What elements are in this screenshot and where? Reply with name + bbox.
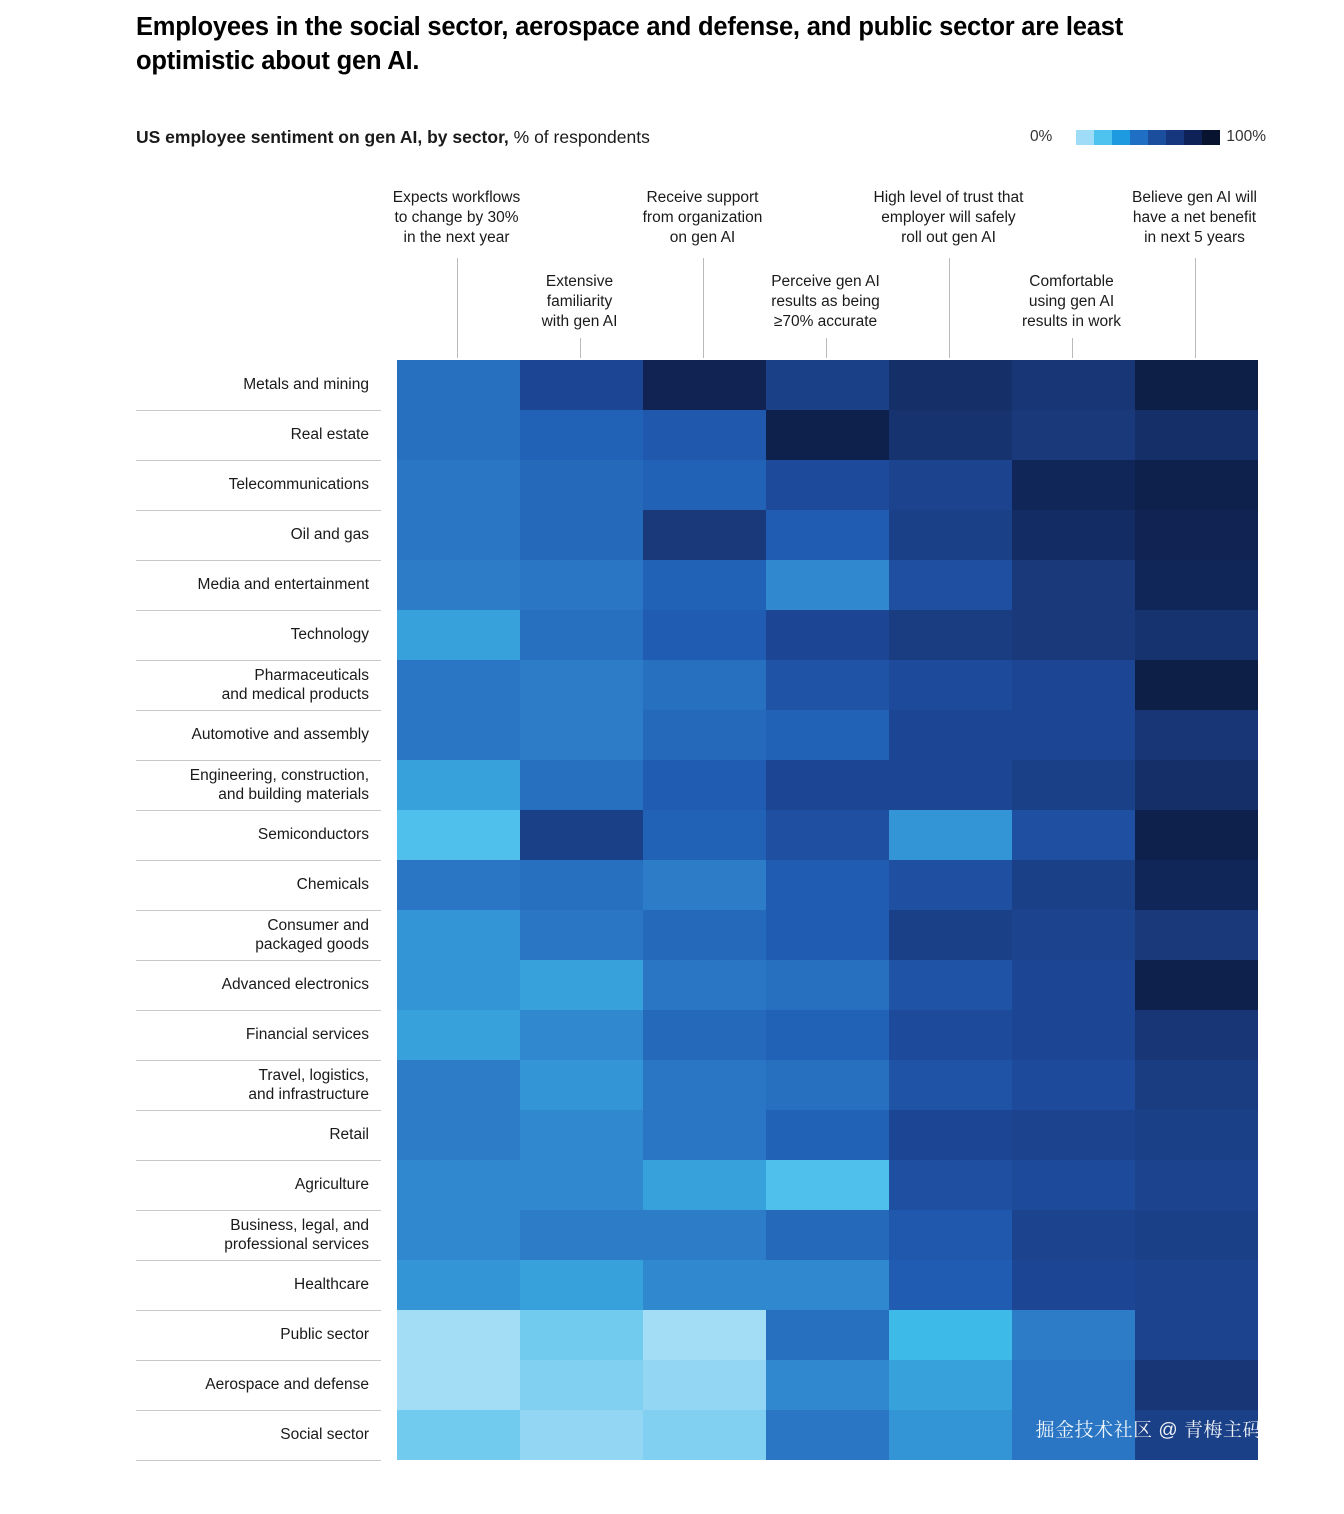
heatmap-cell [520, 1110, 643, 1160]
heatmap-cell [520, 960, 643, 1010]
heatmap-cell [1135, 1260, 1258, 1310]
table-row [136, 1360, 1258, 1410]
legend-swatch-1 [1076, 130, 1094, 145]
heatmap-cell [520, 810, 643, 860]
heatmap-cell [520, 410, 643, 460]
column-header-bottom-1 [470, 272, 689, 332]
row-spacer [381, 610, 397, 660]
row-label-line: Social sector [280, 1426, 369, 1444]
row-label-line: Telecommunications [228, 476, 369, 494]
heatmap-cell [643, 860, 766, 910]
heatmap-cell [889, 710, 1012, 760]
row-label-line: Travel, logistics, [258, 1066, 369, 1084]
heatmap-cell [643, 710, 766, 760]
row-label-16 [136, 1160, 381, 1210]
column-header-line: results in work [1021, 313, 1122, 331]
heatmap-cell [1012, 1210, 1135, 1260]
watermark: 掘金技术社区 @ 青梅主码 [1035, 1420, 1262, 1441]
row-spacer [381, 1060, 397, 1110]
heatmap-cell [889, 560, 1012, 610]
row-label-line: and medical products [221, 686, 369, 703]
legend-min-label: 0% [1029, 128, 1053, 145]
row-label-line: Financial services [245, 1026, 369, 1044]
column-tick [1072, 338, 1073, 358]
heatmap-cell [520, 710, 643, 760]
heatmap-cell [397, 1260, 520, 1310]
heatmap-cell [643, 910, 766, 960]
row-label-8 [136, 760, 381, 810]
column-header-top-6 [1075, 188, 1314, 248]
heatmap-cell [1012, 1360, 1135, 1410]
heatmap-cell [397, 1360, 520, 1410]
heatmap-cell [1135, 560, 1258, 610]
row-label-line: Pharmaceuticals [254, 666, 369, 684]
row-spacer [381, 760, 397, 810]
table-row [136, 610, 1258, 660]
heatmap-cell [520, 460, 643, 510]
heatmap-cell [1135, 710, 1258, 760]
heatmap-cell [643, 560, 766, 610]
heatmap-cell [397, 810, 520, 860]
row-label-10 [136, 860, 381, 910]
heatmap-cell [1135, 860, 1258, 910]
row-label-14 [136, 1060, 381, 1110]
row-label-5 [136, 610, 381, 660]
legend-swatch-6 [1166, 130, 1184, 145]
row-spacer [381, 860, 397, 910]
heatmap-cell [397, 560, 520, 610]
heatmap-cell [766, 560, 889, 610]
heatmap-table [136, 360, 1258, 1461]
heatmap-cell [889, 1010, 1012, 1060]
heatmap-cell [520, 1410, 643, 1460]
row-label-line: and infrastructure [248, 1086, 369, 1103]
column-headers [136, 180, 1256, 360]
table-row [136, 960, 1258, 1010]
row-label-12 [136, 960, 381, 1010]
legend-swatch-3 [1112, 130, 1130, 145]
table-row [136, 1160, 1258, 1210]
heatmap-cell [520, 1360, 643, 1410]
row-label-line: Agriculture [294, 1176, 369, 1194]
heatmap-cell [889, 810, 1012, 860]
heatmap-cell [520, 1310, 643, 1360]
heatmap-cell [520, 1210, 643, 1260]
legend-swatch-8 [1202, 130, 1220, 145]
row-label-0 [136, 360, 381, 410]
table-row [136, 910, 1258, 960]
table-row [136, 1210, 1258, 1260]
row-spacer [381, 1360, 397, 1410]
column-header-line: to change by 30% [394, 209, 519, 227]
row-label-6 [136, 660, 381, 710]
heatmap-cell [1135, 660, 1258, 710]
heatmap-cell [1012, 1110, 1135, 1160]
heatmap-cell [766, 1010, 889, 1060]
table-row [136, 660, 1258, 710]
heatmap-cell [889, 510, 1012, 560]
heatmap-cell [643, 410, 766, 460]
heatmap-cell [1135, 610, 1258, 660]
heatmap-cell [520, 660, 643, 710]
row-spacer [381, 910, 397, 960]
row-label-11 [136, 910, 381, 960]
column-header-line: employer will safely [881, 209, 1016, 227]
heatmap-cell [643, 810, 766, 860]
row-label-line: Business, legal, and [230, 1216, 369, 1234]
heatmap-cell [1135, 1310, 1258, 1360]
heatmap-cell [397, 610, 520, 660]
heatmap-cell [1012, 860, 1135, 910]
heatmap-cell [1012, 1160, 1135, 1210]
heatmap-cell [889, 960, 1012, 1010]
row-spacer [381, 710, 397, 760]
row-spacer [381, 1210, 397, 1260]
heatmap-cell [889, 360, 1012, 410]
heatmap-cell [889, 910, 1012, 960]
column-header-line: familiarity [546, 293, 613, 311]
table-row [136, 1110, 1258, 1160]
column-header-bottom-5 [962, 272, 1181, 332]
row-label-line: Automotive and assembly [191, 726, 369, 744]
row-spacer [381, 960, 397, 1010]
heatmap-cell [643, 510, 766, 560]
heatmap-cell [643, 760, 766, 810]
column-header-top-0 [337, 188, 576, 248]
heatmap-cell [889, 410, 1012, 460]
row-label-17 [136, 1210, 381, 1260]
heatmap-cell [397, 1310, 520, 1360]
table-row [136, 510, 1258, 560]
table-row [136, 1060, 1258, 1110]
heatmap-cell [520, 860, 643, 910]
heatmap-cell [643, 1310, 766, 1360]
table-row [136, 560, 1258, 610]
heatmap-cell [766, 960, 889, 1010]
heatmap-cell [1135, 910, 1258, 960]
table-row [136, 760, 1258, 810]
row-label-line: professional services [224, 1236, 369, 1253]
legend-swatch-4 [1130, 130, 1148, 145]
row-label-3 [136, 510, 381, 560]
heatmap-cell [1012, 610, 1135, 660]
row-label-line: Consumer and [267, 916, 369, 934]
row-label-18 [136, 1260, 381, 1310]
heatmap-cell [1135, 510, 1258, 560]
heatmap-cell [766, 760, 889, 810]
column-tick [826, 338, 827, 358]
row-label-line: Engineering, construction, [189, 766, 369, 784]
heatmap-cell [1135, 1210, 1258, 1260]
row-spacer [381, 1010, 397, 1060]
heatmap-cell [766, 1110, 889, 1160]
heatmap-cell [766, 1410, 889, 1460]
column-header-line: on gen AI [669, 229, 736, 247]
heatmap-cell [889, 460, 1012, 510]
heatmap-cell [397, 410, 520, 460]
row-label-line: Semiconductors [257, 826, 369, 844]
column-header-line: Extensive [545, 273, 614, 290]
row-spacer [381, 510, 397, 560]
heatmap-cell [1135, 760, 1258, 810]
row-label-21 [136, 1410, 381, 1460]
row-label-line: Technology [290, 626, 369, 644]
heatmap-cell [397, 460, 520, 510]
column-header-line: High level of trust that [873, 189, 1024, 206]
heatmap-cell [520, 1060, 643, 1110]
row-spacer [381, 410, 397, 460]
heatmap-cell [520, 760, 643, 810]
heatmap-cell [1135, 1360, 1258, 1410]
table-row [136, 360, 1258, 410]
table-row [136, 1260, 1258, 1310]
column-header-top-2 [583, 188, 822, 248]
heatmap-cell [766, 360, 889, 410]
heatmap-cell [643, 960, 766, 1010]
heatmap-cell [643, 1210, 766, 1260]
heatmap-cell [397, 660, 520, 710]
heatmap-cell [520, 360, 643, 410]
row-label-1 [136, 410, 381, 460]
column-tick [580, 338, 581, 358]
heatmap-cell [889, 610, 1012, 660]
row-label-20 [136, 1360, 381, 1410]
row-spacer [381, 660, 397, 710]
heatmap-cell [397, 960, 520, 1010]
column-header-line: Receive support [646, 189, 759, 206]
heatmap-cell [1135, 1060, 1258, 1110]
column-header-line: in next 5 years [1144, 229, 1245, 247]
column-header-line: with gen AI [541, 313, 618, 331]
row-label-line: Public sector [280, 1326, 369, 1344]
legend-max-label: 100% [1226, 128, 1266, 145]
row-spacer [381, 810, 397, 860]
heatmap-cell [643, 1360, 766, 1410]
heatmap-cell [889, 760, 1012, 810]
row-spacer [381, 360, 397, 410]
table-row [136, 1010, 1258, 1060]
row-label-7 [136, 710, 381, 760]
heatmap-cell [1012, 460, 1135, 510]
heatmap-cell [1012, 1310, 1135, 1360]
heatmap-cell [643, 1260, 766, 1310]
heatmap-cell [643, 1410, 766, 1460]
row-label-line: Media and entertainment [197, 576, 369, 594]
heatmap-cell [766, 610, 889, 660]
heatmap-cell [1012, 360, 1135, 410]
row-label-line: Advanced electronics [221, 976, 369, 994]
heatmap-cell [1135, 960, 1258, 1010]
legend-swatch-5 [1148, 130, 1166, 145]
subtitle-bold: US employee sentiment on gen AI, by sector, [136, 127, 509, 147]
heatmap-cell [889, 1160, 1012, 1210]
heatmap-cell [1012, 910, 1135, 960]
row-label-4 [136, 560, 381, 610]
heatmap-cell [397, 1160, 520, 1210]
heatmap-cell [766, 910, 889, 960]
heatmap-cell [1012, 1010, 1135, 1060]
heatmap-cell [397, 360, 520, 410]
heatmap-cell [397, 1410, 520, 1460]
row-spacer [381, 1110, 397, 1160]
heatmap-cell [766, 1060, 889, 1110]
row-spacer [381, 1310, 397, 1360]
row-label-line: Healthcare [294, 1276, 369, 1294]
row-label-line: Oil and gas [290, 526, 369, 544]
heatmap-cell [889, 1110, 1012, 1160]
heatmap-cell [766, 810, 889, 860]
column-tick [1195, 258, 1196, 358]
heatmap-cell [1012, 760, 1135, 810]
chart-subtitle [136, 127, 650, 148]
heatmap-cell [766, 1360, 889, 1410]
row-spacer [381, 1160, 397, 1210]
column-header-bottom-3 [716, 272, 935, 332]
heatmap-cell [397, 1110, 520, 1160]
table-row [136, 410, 1258, 460]
heatmap-cell [643, 660, 766, 710]
heatmap-cell [1012, 1060, 1135, 1110]
row-label-line: Aerospace and defense [205, 1376, 369, 1394]
heatmap-cell [1135, 360, 1258, 410]
heatmap-cell [520, 510, 643, 560]
heatmap-cell [1135, 1010, 1258, 1060]
column-header-line: in the next year [403, 229, 510, 247]
heatmap-cell [1012, 510, 1135, 560]
row-label-19 [136, 1310, 381, 1360]
row-label-13 [136, 1010, 381, 1060]
heatmap-cell [1012, 410, 1135, 460]
column-header-top-4 [829, 188, 1068, 248]
heatmap-cell [643, 360, 766, 410]
heatmap-cell [1012, 710, 1135, 760]
heatmap-cell [889, 860, 1012, 910]
column-header-line: using gen AI [1028, 293, 1115, 311]
heatmap-cell [397, 1010, 520, 1060]
heatmap-cell [1012, 810, 1135, 860]
table-row [136, 860, 1258, 910]
row-label-2 [136, 460, 381, 510]
row-label-line: Chemicals [296, 876, 369, 894]
heatmap-cell [889, 1310, 1012, 1360]
legend-swatches [1058, 130, 1220, 145]
heatmap-cell [397, 1210, 520, 1260]
heatmap-cell [766, 860, 889, 910]
row-spacer [381, 460, 397, 510]
heatmap-cell [889, 1360, 1012, 1410]
row-label-9 [136, 810, 381, 860]
heatmap-cell [1135, 460, 1258, 510]
column-header-line: results as being [771, 293, 880, 311]
heatmap-cell [1135, 410, 1258, 460]
heatmap-cell [397, 760, 520, 810]
heatmap-cell [397, 910, 520, 960]
heatmap-cell [397, 1060, 520, 1110]
heatmap-cell [1012, 560, 1135, 610]
legend-swatch-7 [1184, 130, 1202, 145]
column-header-line: from organization [642, 209, 763, 227]
heatmap-cell [643, 1110, 766, 1160]
row-spacer [381, 1260, 397, 1310]
row-label-line: Metals and mining [243, 376, 369, 394]
heatmap-cell [643, 1160, 766, 1210]
heatmap-cell [766, 1210, 889, 1260]
heatmap-cell [397, 710, 520, 760]
heatmap-cell [1135, 810, 1258, 860]
heatmap-cell [766, 1310, 889, 1360]
row-spacer [381, 560, 397, 610]
heatmap-cell [643, 610, 766, 660]
row-label-line: Real estate [290, 426, 369, 444]
heatmap-cell [766, 710, 889, 760]
column-header-line: roll out gen AI [901, 229, 996, 247]
heatmap-cell [520, 1160, 643, 1210]
legend-swatch-0 [1058, 130, 1076, 145]
heatmap-cell [766, 1160, 889, 1210]
column-header-line: Believe gen AI will [1132, 189, 1257, 206]
heatmap-cell [643, 1010, 766, 1060]
column-tick [457, 258, 458, 358]
table-row [136, 710, 1258, 760]
heatmap-cell [1012, 1260, 1135, 1310]
heatmap-cell [766, 1260, 889, 1310]
heatmap-cell [397, 510, 520, 560]
heatmap-cell [520, 610, 643, 660]
heatmap-cell [643, 460, 766, 510]
table-row [136, 460, 1258, 510]
heatmap-cell [889, 660, 1012, 710]
subtitle-rest: % of respondents [508, 127, 650, 147]
page-title: Employees in the social sector, aerospace and defense, and public sector are least optimistic about gen AI. [136, 13, 1124, 76]
heatmap-cell [520, 560, 643, 610]
row-label-line: packaged goods [255, 936, 369, 953]
heatmap-cell [766, 660, 889, 710]
heatmap-cell [889, 1410, 1012, 1460]
heatmap-cell [1135, 1160, 1258, 1210]
heatmap-cell [889, 1060, 1012, 1110]
heatmap-cell [889, 1260, 1012, 1310]
heatmap-cell [397, 860, 520, 910]
row-label-line: and building materials [218, 786, 369, 803]
legend-swatch-2 [1094, 130, 1112, 145]
column-header-line: Comfortable [1029, 273, 1114, 290]
row-label-15 [136, 1110, 381, 1160]
heatmap-cell [643, 1060, 766, 1110]
heatmap-cell [889, 1210, 1012, 1260]
table-row [136, 1310, 1258, 1360]
column-header-line: have a net benefit [1132, 209, 1257, 227]
column-tick [703, 258, 704, 358]
heatmap-cell [766, 460, 889, 510]
heatmap-cell [766, 410, 889, 460]
color-legend [1030, 128, 1266, 146]
heatmap-cell [520, 1260, 643, 1310]
heatmap-cell [520, 910, 643, 960]
heatmap-cell [520, 1010, 643, 1060]
heatmap-cell [1012, 660, 1135, 710]
heatmap-cell [1135, 1110, 1258, 1160]
row-spacer [381, 1410, 397, 1460]
heatmap-cell [1012, 960, 1135, 1010]
row-label-line: Retail [329, 1126, 369, 1144]
table-row [136, 810, 1258, 860]
column-header-line: Perceive gen AI [771, 273, 880, 290]
heatmap-cell [766, 510, 889, 560]
column-header-line: ≥70% accurate [773, 313, 878, 331]
column-header-line: Expects workflows [392, 189, 521, 206]
column-tick [949, 258, 950, 358]
